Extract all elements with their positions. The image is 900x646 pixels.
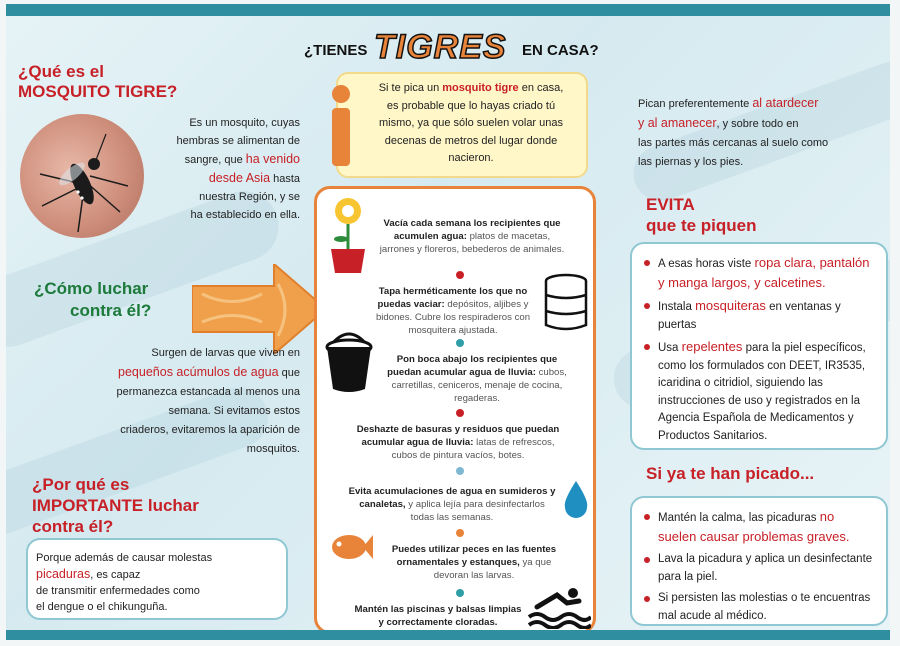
highlight: y al amanecer [638, 116, 717, 130]
separator-dot [456, 339, 464, 347]
step-rest: depósitos, aljibes y bidones. Cubre los respiraderos con mosquitera ajustada. [375, 299, 531, 336]
picado-box [630, 496, 888, 626]
text-span: para la piel específicos, como los formulados con DEET, IR3535, icaridina o citridiol, siguiendo las instrucciones de uso y registrados en la Agencia Española de Medicamentos y Productos Sanitarios. [658, 342, 866, 442]
bucket-icon [323, 329, 375, 393]
highlight: mosquito tigre [442, 82, 519, 94]
step-item [347, 485, 557, 524]
evita-list [644, 254, 876, 445]
title-post: EN CASA? [522, 42, 599, 59]
text-line: mismo, ya que sólo suelen volar unas [378, 117, 564, 129]
heading-line: ¿Por qué es [32, 475, 130, 494]
fish-icon [329, 531, 373, 563]
swimmer-icon [527, 583, 591, 629]
highlight: ha venido [245, 152, 300, 166]
text-line: semana. Si evitamos estos [168, 405, 300, 417]
title-tigres: TIGRES [374, 28, 507, 66]
text-span: hasta [270, 173, 300, 185]
step-rest: cubos, carretillas, ceniceros, menaje de cocina, regaderas. [391, 367, 567, 404]
text-line [150, 150, 300, 169]
step-bold: Deshazte de basuras y residuos que puedan acumular agua de lluvia: [356, 424, 560, 448]
step-rest: ya que devoran las larvas. [433, 557, 552, 581]
title-pre: ¿TIENES [304, 42, 368, 59]
brochure-page [6, 4, 890, 640]
highlight: picaduras [36, 567, 91, 581]
text-span: Usa [658, 342, 682, 354]
highlight: no suelen causar problemas graves. [658, 509, 850, 544]
separator-dot [456, 271, 464, 279]
step-bold: Evita acumulaciones de agua en sumideros y canaletas, [348, 486, 556, 510]
list-item [644, 508, 876, 547]
water-drop-icon [561, 479, 591, 519]
list-item [644, 338, 876, 445]
bottom-bar [6, 630, 890, 640]
step-rest: platos de macetas, jarrones y floreros, bebederos de animales. [379, 231, 565, 255]
text-line [638, 94, 878, 114]
text-line [150, 169, 300, 188]
heading-line: ¿Qué es el [18, 62, 104, 81]
step-bold: Pon boca abajo los recipientes que puedan acumular agua de lluvia: [387, 354, 558, 378]
heading-line: contra él? [70, 301, 152, 320]
text-span: en casa, [518, 82, 564, 94]
text-line: Porque además de causar molestas [36, 552, 213, 564]
separator-dot [456, 467, 464, 475]
step-bold: Puedes utilizar peces en las fuentes ornamentales y estanques, [391, 544, 557, 568]
evita-box [630, 242, 888, 450]
step-bold: Tapa herméticamente los que no puedas vaciar: [377, 286, 528, 310]
separator-dot [456, 409, 464, 417]
heading-line [32, 495, 199, 516]
heading-line: ¿Cómo luchar [34, 279, 149, 298]
heading-line: contra él? [32, 517, 114, 536]
text-span: Pican preferentemente [638, 98, 753, 110]
step-item [377, 217, 567, 256]
text-line: las partes más cercanas al suelo como [638, 137, 829, 149]
heading-line: MOSQUITO TIGRE? [18, 82, 178, 101]
text-line: criaderos, evitaremos la aparición de [120, 424, 300, 436]
text-span: Lava la picadura y aplica un desinfectante para la piel. [658, 553, 873, 583]
info-text [360, 80, 582, 168]
flower-pot-icon [325, 195, 371, 275]
text-line: nacieron. [448, 152, 494, 164]
steps-panel [314, 186, 596, 634]
text-span: , y sobre todo en [716, 118, 799, 130]
info-box [336, 72, 588, 178]
highlight: IMPORTANTE [32, 496, 144, 515]
top-bar [6, 4, 890, 16]
highlight: repelentes [681, 339, 743, 354]
text-line: ha establecido en ella. [190, 209, 300, 221]
text-span: A esas horas viste [658, 258, 755, 270]
list-item [644, 254, 876, 293]
larvae-paragraph [56, 344, 300, 459]
picado-list [644, 508, 876, 625]
text-span: luchar [143, 496, 199, 515]
step-bold: Vacía cada semana los recipientes que acumulen agua: [383, 218, 561, 242]
heading-line: EVITA [646, 195, 695, 214]
list-item [644, 551, 876, 586]
text-line: decenas de metros del lugar donde [384, 134, 558, 147]
highlight: desde Asia [208, 171, 271, 185]
step-rest: latas de refrescos, cubos de pintura vacíos, botes. [391, 437, 555, 461]
mosquito-photo [20, 114, 144, 238]
why-important-box [26, 538, 288, 620]
text-line: de transmitir enfermedades como [36, 585, 200, 597]
text-line: las piernas y los pies. [638, 156, 744, 168]
text-line [36, 566, 278, 583]
text-span: Si te pica un [378, 82, 443, 94]
text-line: es probable que lo hayas criado tú [386, 99, 556, 112]
highlight: mosquiteras [695, 298, 766, 313]
text-span: Si persisten las molestias o te encuentras mal acude al médico. [658, 592, 871, 622]
text-span: que [278, 367, 300, 379]
text-span: Mantén la calma, las picaduras [658, 512, 820, 524]
step-item [379, 353, 575, 405]
heading-si-picado: Si ya te han picado... [646, 464, 815, 483]
text-line [56, 363, 300, 383]
text-line: Es un mosquito, cuyas [189, 117, 300, 129]
heading-line: que te piquen [646, 216, 757, 235]
text-line: permanezca estancada al menos una [116, 386, 300, 398]
text-line: hembras se alimentan de [176, 135, 300, 147]
step-rest: y aplica lejía para desinfectarlos todas las semanas. [405, 499, 545, 523]
text-line [638, 114, 878, 134]
text-span: , es capaz [90, 569, 141, 581]
list-item [644, 590, 876, 625]
step-item [379, 543, 569, 582]
list-item [644, 297, 876, 334]
heading-evita [646, 194, 757, 236]
text-line: nuestra Región, y se [199, 191, 300, 203]
separator-dot [456, 529, 464, 537]
highlight: pequeños acúmulos de agua [118, 365, 279, 379]
separator-dot [456, 589, 464, 597]
highlight: ropa clara, pantalón y manga largos, y calcetines. [658, 255, 870, 290]
left-column [6, 16, 306, 630]
heading-por-que [32, 474, 199, 537]
text-span: Instala [658, 301, 696, 313]
barrel-icon [543, 273, 589, 333]
heading-como-luchar [34, 278, 151, 322]
text-span: en ventanas y puertas [658, 301, 841, 331]
highlight: al atardecer [752, 96, 819, 110]
bite-time-paragraph [638, 94, 878, 172]
box-text [36, 550, 278, 615]
middle-column [306, 16, 596, 630]
step-item [351, 423, 565, 462]
step-bold: Mantén las piscinas y balsas limpias y correctamente cloradas. [354, 604, 522, 628]
text-line [360, 80, 582, 98]
text-line: el dengue o el chikunguña. [36, 601, 168, 613]
step-item [353, 603, 523, 629]
text-span: sangre, que [184, 154, 246, 166]
text-line: mosquitos. [246, 443, 300, 455]
text-line: Surgen de larvas que viven en [151, 347, 300, 359]
right-column [606, 16, 890, 630]
info-icon [326, 84, 356, 168]
step-item [363, 285, 543, 337]
mosquito-icon [20, 114, 144, 238]
heading-que-es [18, 62, 177, 102]
intro-paragraph [150, 114, 300, 224]
